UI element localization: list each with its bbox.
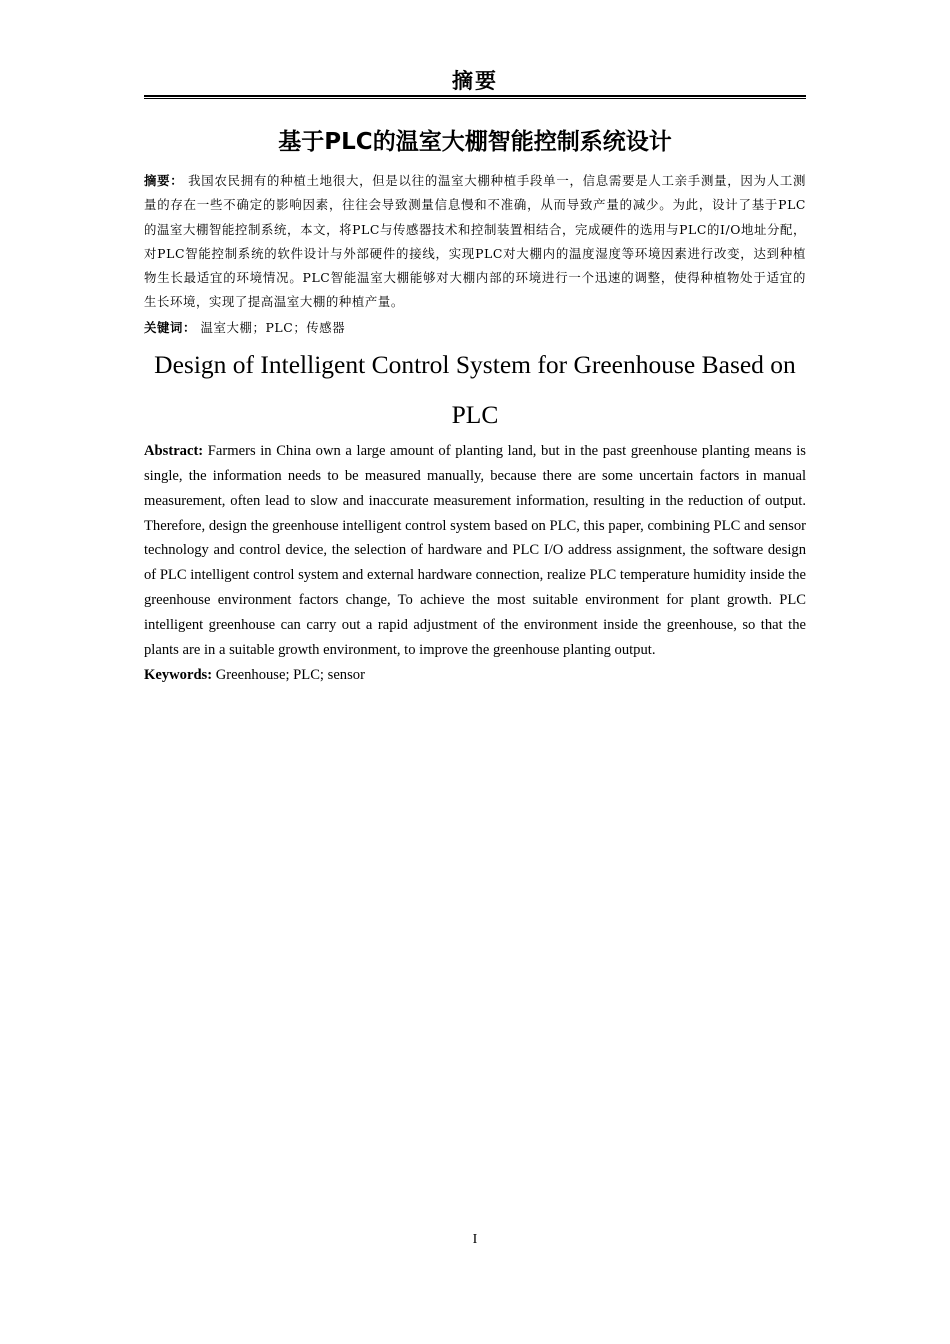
page-number: I bbox=[472, 1232, 478, 1247]
english-abstract-text: Farmers in China own a large amount of planting land, but in the past greenhouse planting means is single, the information needs to be measured manually, because there are some uncertain factors in manual measurement, often lead to slow and inaccurate measurement information, resulting in the reduction of output. Therefore, design the greenhouse intelligent control system based on PLC, this paper, combining PLC and sensor technology and control device, the selection of hardware and PLC I/O address assignment, the software design of PLC intelligent control system and external hardware connection, realize PLC temperature humidity inside the greenhouse environment factors change, To achieve the most suitable environment for plant growth. PLC intelligent greenhouse can carry out a rapid adjustment of the environment inside the greenhouse, so that the plants are in a suitable growth environment, to improve the greenhouse planting output. bbox=[144, 443, 806, 658]
chinese-thesis-title: 基于PLC的温室大棚智能控制系统设计 bbox=[278, 129, 672, 155]
page-header-title: 摘要 bbox=[452, 69, 498, 93]
chinese-abstract-text: 我国农民拥有的种植土地很大，但是以往的温室大棚种植手段单一，信息需要是人工亲手测量，因为人工测量的存在一些不确定的影响因素，往往会导致测量信息慢和不准确，从而导致产量的减少。为此，设计了基于PLC的温室大棚智能控制系统，本文，将PLC与传感器技术和控制装置相结合，完成硬件的选用与PLC的I/O地址分配，对PLC智能控制系统的软件设计与外部硬件的接线，实现PLC对大棚内的温度湿度等环境因素进行改变，达到种植物生长最适宜的环境情况。PLC智能温室大棚能够对大棚内部的环境进行一个迅速的调整，使得种植物处于适宜的生长环境，实现了提高温室大棚的种植产量。 bbox=[144, 173, 806, 310]
chinese-abstract bbox=[144, 169, 806, 315]
english-abstract-label: Abstract: bbox=[144, 443, 204, 459]
chinese-keywords-text: 温室大棚；PLC；传感器 bbox=[200, 320, 346, 335]
english-keywords bbox=[144, 663, 806, 687]
english-thesis-title: Design of Intelligent Control System for Greenhouse Based on PLC bbox=[154, 350, 796, 429]
chinese-keywords-label: 关键词： bbox=[144, 320, 196, 335]
chinese-keywords bbox=[144, 316, 806, 340]
english-keywords-label: Keywords: bbox=[144, 667, 213, 683]
header-rule-divider bbox=[144, 95, 806, 99]
english-abstract bbox=[144, 439, 806, 663]
chinese-abstract-label: 摘要： bbox=[144, 173, 184, 188]
english-keywords-text: Greenhouse; PLC; sensor bbox=[215, 667, 365, 683]
